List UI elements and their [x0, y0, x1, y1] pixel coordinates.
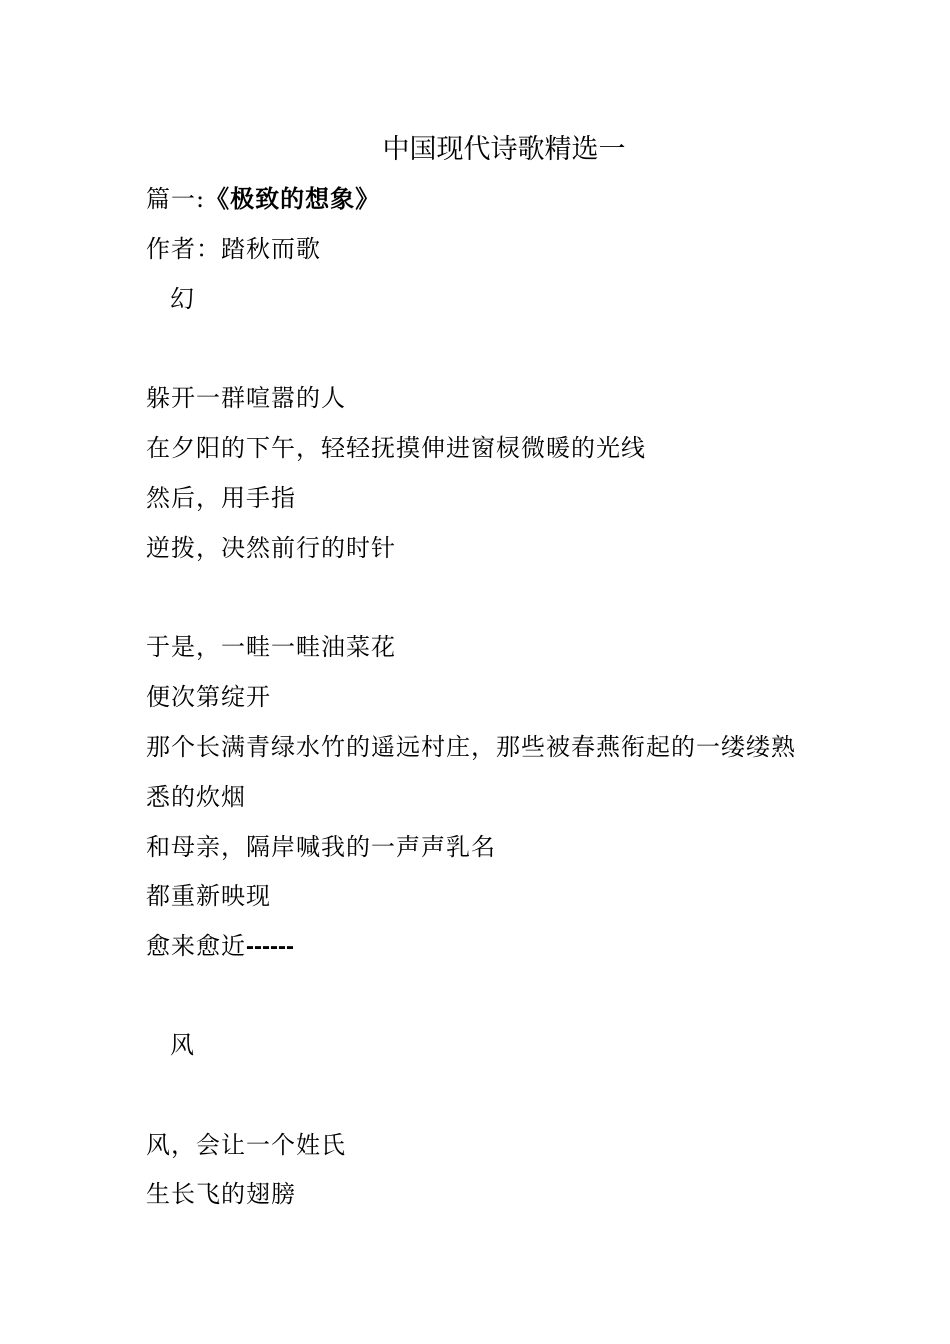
poem-line: 和母亲，隔岸喊我的一声声乳名 — [146, 833, 496, 861]
poem-line: 逆拨，决然前行的时针 — [146, 534, 396, 562]
poem-line: 然后，用手指 — [146, 484, 296, 512]
poem-line: 便次第绽开 — [146, 683, 271, 711]
section-heading-huan: 幻 — [170, 285, 195, 313]
poem-line: 那个长满青绿水竹的遥远村庄，那些被春燕衔起的一缕缕熟 — [146, 733, 796, 761]
part-label: 篇一: — [146, 185, 206, 213]
document-title: 中国现代诗歌精选一 — [382, 134, 626, 165]
poem-line-text: 愈来愈近 — [146, 932, 246, 960]
poem-line-dashes: ------ — [246, 933, 294, 960]
poem-line: 躲开一群喧嚣的人 — [146, 384, 346, 412]
poem-line: 悉的炊烟 — [146, 783, 246, 811]
poem-line: 于是，一畦一畦油菜花 — [146, 633, 396, 661]
poem-line: 在夕阳的下午，轻轻抚摸伸进窗棂微暖的光线 — [146, 434, 646, 462]
author-line: 作者：踏秋而歌 — [146, 235, 321, 263]
poem-line: 风，会让一个姓氏 — [146, 1131, 346, 1159]
poem-line: 都重新映现 — [146, 882, 271, 910]
poem-line-last — [146, 929, 294, 964]
poem-title: 《极致的想象》 — [205, 184, 381, 213]
section-heading-feng: 风 — [170, 1031, 195, 1059]
poem-line: 生长飞的翅膀 — [146, 1180, 296, 1208]
poem-title-line — [146, 182, 380, 216]
